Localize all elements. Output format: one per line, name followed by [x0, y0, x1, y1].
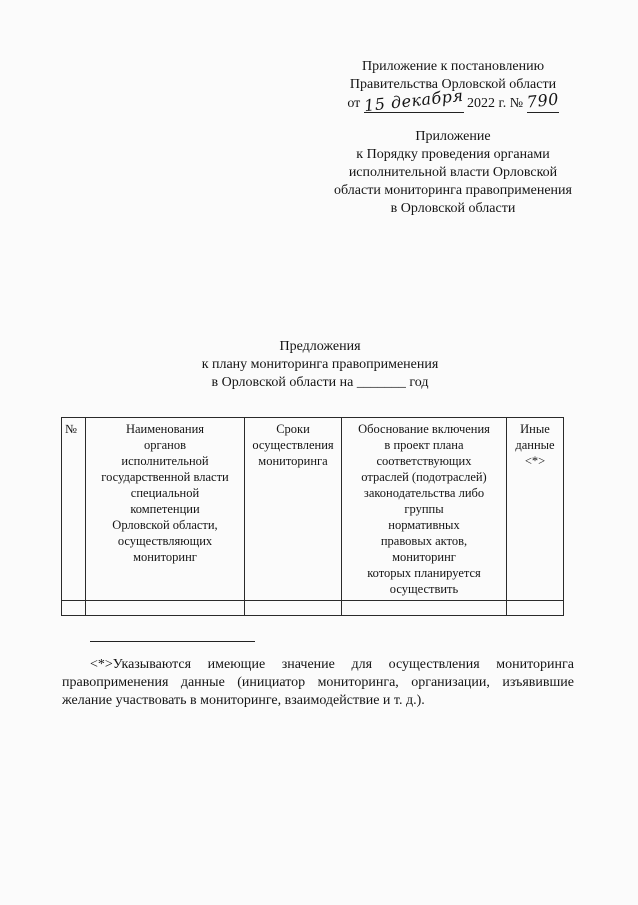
table-cell: [62, 601, 86, 616]
title-line: к плану мониторинга правоприменения: [201, 357, 439, 372]
handwritten-date: 15 декабря: [362, 85, 465, 116]
government-name: Правительства Орловской области: [349, 77, 557, 92]
table-cell: [507, 601, 564, 616]
appendix-block: [318, 128, 588, 218]
resolution-header: [318, 58, 588, 116]
table-header-row: [62, 418, 564, 601]
resolution-date-line: [318, 85, 588, 116]
proposals-table: [61, 417, 564, 616]
table-cell: [245, 601, 342, 616]
header-justification: Обоснование включения в проект плана соответствующих отраслей (подотраслей) законодательства либо группы нормативных правовых актов, мониторинг которых планируется осуществить: [342, 418, 507, 601]
header-number: №: [62, 418, 86, 601]
appendix-line: к Порядку проведения органами: [356, 147, 550, 162]
number-handwritten-field: [525, 89, 560, 113]
header-other-data: Иные данные <*>: [507, 418, 564, 601]
appendix-line: области мониторинга правоприменения: [334, 183, 572, 198]
appendix-to-resolution: Приложение к постановлению: [361, 59, 545, 74]
year-label: 2022 г. №: [467, 96, 524, 111]
date-handwritten-field: [362, 85, 465, 116]
table-cell: [342, 601, 507, 616]
footnote: <*>Указываются имеющие значение для осуществления мониторинга правоприменения данные (инициатор мониторинга, организации, изъявившие желание участвовать в мониторинге, взаимодействие и т. д.).: [62, 657, 574, 708]
header-deadlines: Сроки осуществления мониторинга: [245, 418, 342, 601]
header-authorities: Наименования органов исполнительной государственной власти специальной компетенции Орловской области, осуществляющих мониторинг: [86, 418, 245, 601]
appendix-line: исполнительной власти Орловской: [348, 165, 558, 180]
handwritten-number: 790: [525, 89, 560, 112]
document-title: [160, 338, 480, 392]
title-line: Предложения: [279, 339, 361, 354]
appendix-title: Приложение: [415, 129, 491, 144]
appendix-line: в Орловской области: [390, 201, 516, 216]
footnote-separator: [90, 641, 255, 642]
table-row: [62, 601, 564, 616]
table-cell: [86, 601, 245, 616]
title-line: в Орловской области на _______ год: [211, 375, 429, 390]
date-prefix: от: [347, 96, 361, 111]
